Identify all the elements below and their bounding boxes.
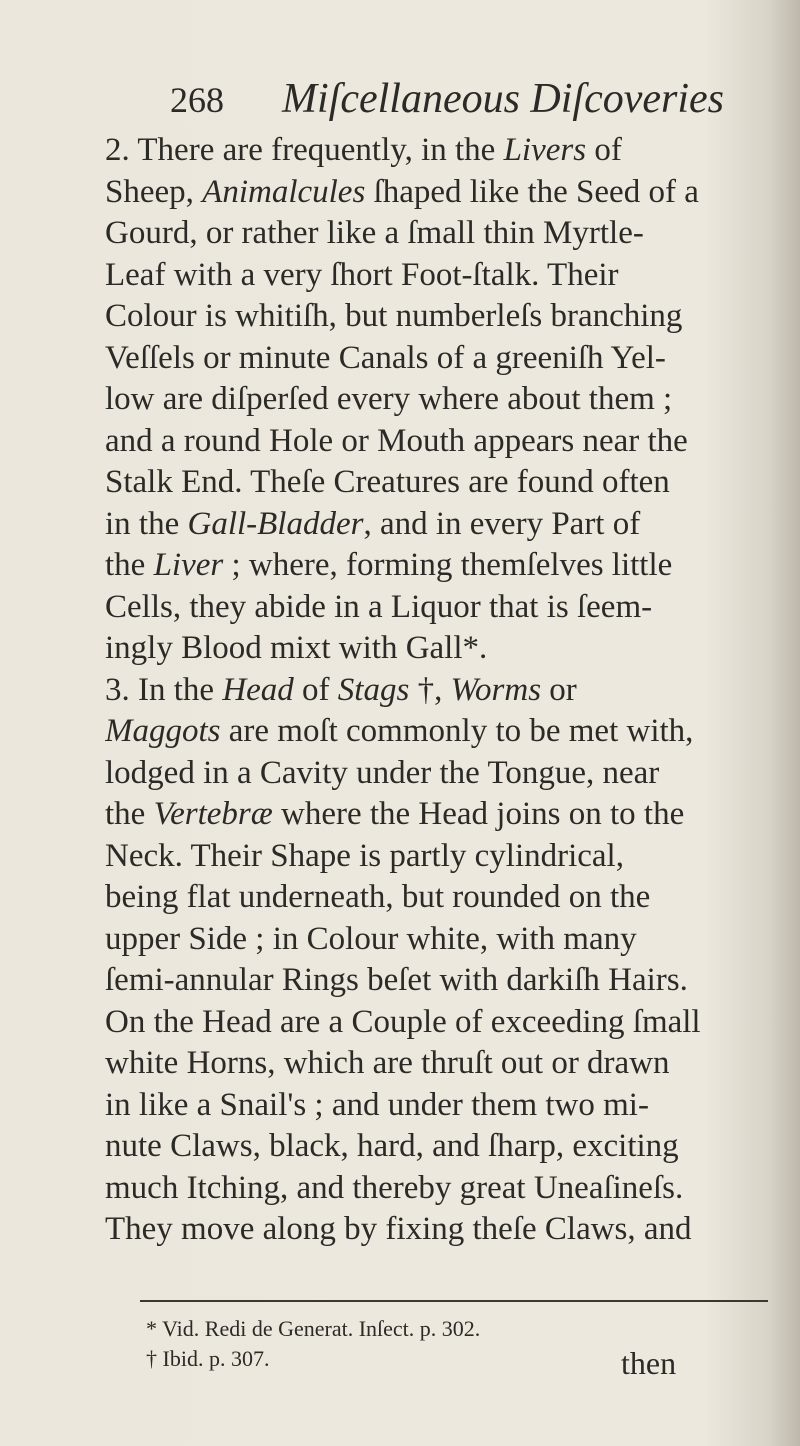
text-line: the Vertebræ where the Head joins on to the [105,796,685,832]
text-line: 2. There are frequently, in the Livers of [105,132,622,168]
text-line: upper Side ; in Colour white, with many [105,920,637,957]
text-line: Colour is whitiſh, but numberleſs branching [105,298,683,334]
text-line: lodged in a Cavity under the Tongue, near [105,754,660,791]
text-line: much Itching, and thereby great Uneaſineſs. [105,1169,684,1206]
text-line: Gourd, or rather like a ſmall thin Myrtle- [105,215,644,251]
text-line: Maggots are moſt commonly to be met with, [105,713,694,749]
text-line: white Horns, which are thruſt out or drawn [105,1045,670,1081]
paragraph-livers-of-sheep [105,130,800,670]
text-line: in like a Snail's ; and under them two mi- [105,1086,649,1123]
catchword: then [621,1345,677,1381]
text-line: 3. In the Head of Stags †, Worms or [105,671,577,708]
paragraph-head-of-stags [105,670,800,1251]
footnote-rule [140,1300,768,1302]
text-line: Sheep, Animalcules ſhaped like the Seed of a [105,173,699,210]
footnotes [146,1314,646,1374]
text-line: in the Gall-Bladder, and in every Part of [105,505,641,542]
running-title: Miſcellaneous Diſcoveries [282,76,725,122]
text-line: Neck. Their Shape is partly cylindrical, [105,837,624,874]
text-line: low are diſperſed every where about them ; [105,381,673,417]
page-number: 268 [170,80,224,120]
text-line: ingly Blood mixt with Gall*. [105,630,488,666]
text-line: On the Head are a Couple of exceeding ſmall [105,1003,701,1040]
text-line: the Liver ; where, forming themſelves little [105,547,673,583]
text-line: and a round Hole or Mouth appears near the [105,422,688,459]
text-line: Veſſels or minute Canals of a greeniſh Yel- [105,339,666,376]
text-line: ſemi-annular Rings beſet with darkiſh Hairs. [105,962,688,998]
text-line: Stalk End. Theſe Creatures are found often [105,464,670,500]
text-line: Leaf with a very ſhort Foot-ſtalk. Their [105,256,619,293]
text-line: Cells, they abide in a Liquor that is ſeem- [105,588,653,625]
text-line: They move along by fixing theſe Claws, and [105,1211,692,1247]
footnote-1: * Vid. Redi de Generat. Inſect. p. 302. [146,1316,481,1341]
body-text [105,130,800,1251]
text-line: being flat underneath, but rounded on the [105,879,651,915]
footnote-2: † Ibid. p. 307. [146,1346,270,1371]
text-line: nute Claws, black, hard, and ſharp, exciting [105,1128,679,1164]
